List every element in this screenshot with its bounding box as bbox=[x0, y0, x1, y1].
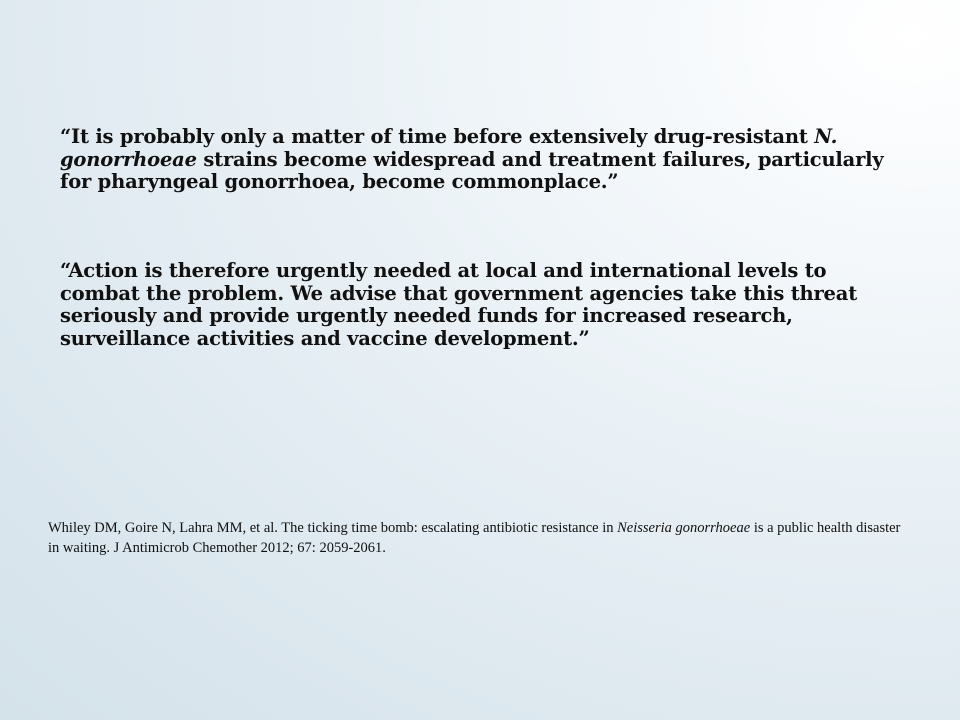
citation-text-start: Whiley DM, Goire N, Lahra MM, et al. The ticking time bomb: escalating antibiotic resistance in bbox=[48, 520, 618, 536]
quote-1-species-name: N. gonorrhoeae bbox=[60, 125, 838, 171]
quote-1-text-start: “It is probably only a matter of time before extensively drug-resistant bbox=[60, 125, 815, 148]
quote-2: “Action is therefore urgently needed at local and international levels to combat the problem. We advise that government agencies take this threat seriously and provide urgently needed funds for increased research, surveillance activities and vaccine development.” bbox=[60, 259, 858, 350]
citation-text-end: is a public health disaster in waiting. J Antimicrob Chemother 2012; 67: 2059-2061. bbox=[48, 520, 901, 556]
citation-species-name: Neisseria gonorrhoeae bbox=[617, 520, 751, 536]
quote-1 bbox=[60, 126, 910, 194]
quote-1-text-end: strains become widespread and treatment failures, particularly for pharyngeal gonorrhoea, become commonplace.” bbox=[60, 147, 884, 193]
citation bbox=[48, 518, 908, 558]
